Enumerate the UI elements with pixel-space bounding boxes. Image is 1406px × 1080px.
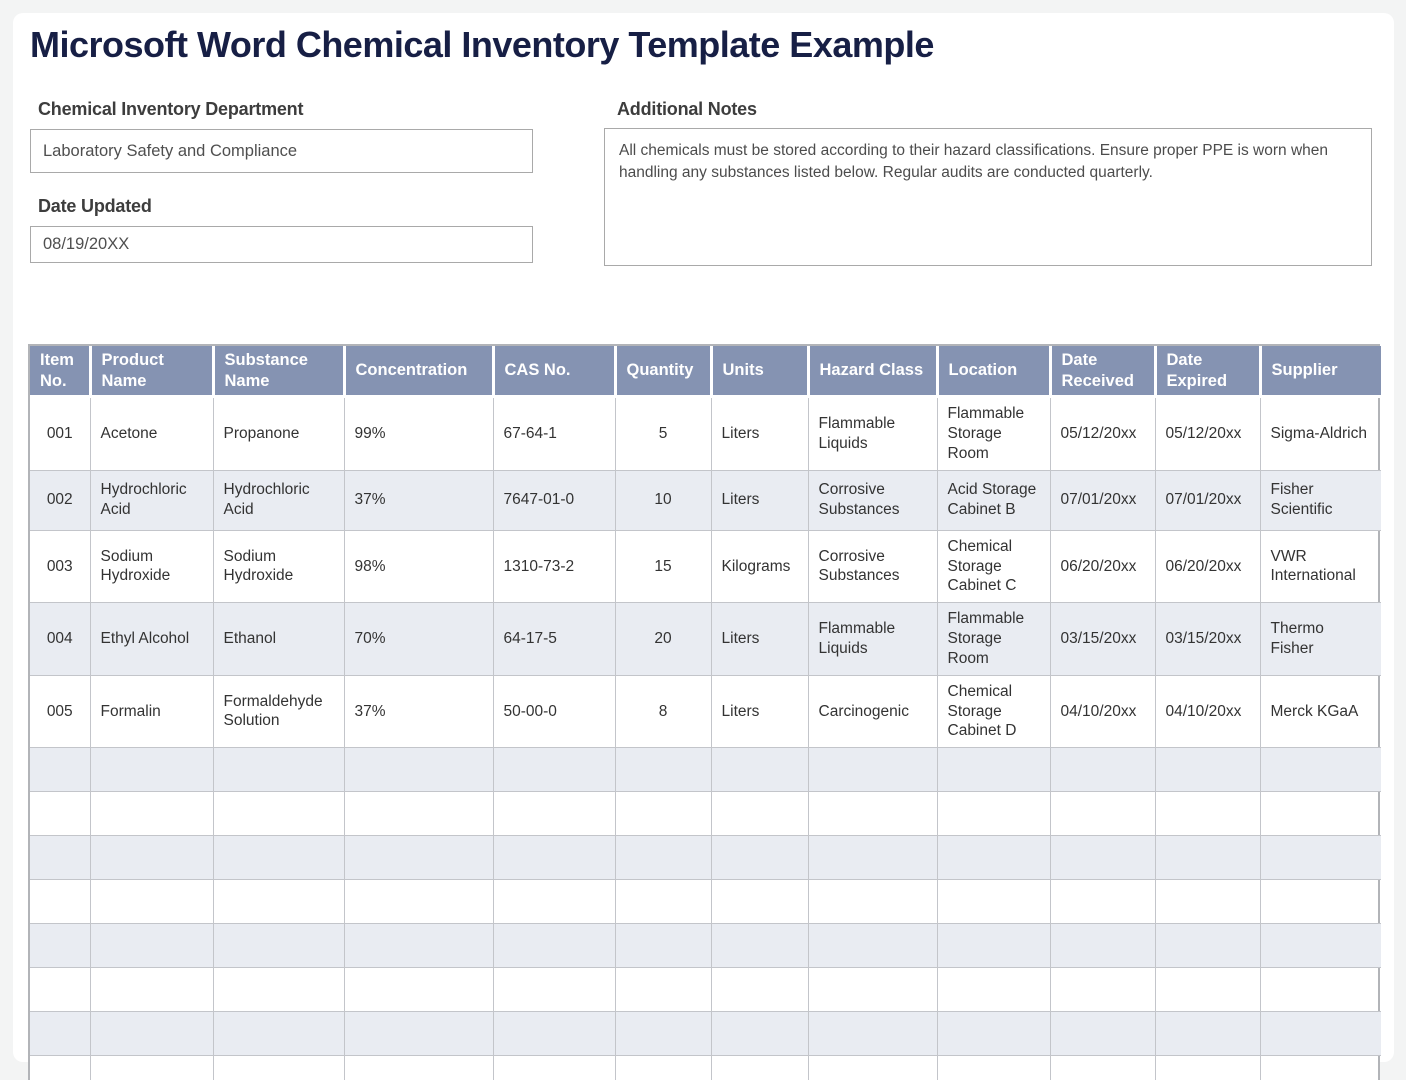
table-cell[interactable]: Corrosive Substances bbox=[808, 530, 937, 602]
inventory-table bbox=[30, 346, 1381, 1080]
table-cell[interactable]: 03/15/20xx bbox=[1155, 603, 1260, 675]
table-row bbox=[30, 397, 1381, 470]
table-cell[interactable] bbox=[808, 748, 937, 792]
table-cell[interactable]: 50-00-0 bbox=[493, 675, 615, 747]
department-input[interactable]: Laboratory Safety and Compliance bbox=[30, 129, 533, 173]
table-cell[interactable]: Thermo Fisher bbox=[1260, 603, 1381, 675]
table-cell[interactable] bbox=[1050, 968, 1155, 1012]
column-header-hazard-class: Hazard Class bbox=[808, 346, 937, 397]
table-cell[interactable] bbox=[90, 924, 213, 968]
table-cell[interactable]: 15 bbox=[615, 530, 711, 602]
column-header-product-name: Product Name bbox=[90, 346, 213, 397]
table-empty-row bbox=[30, 1056, 1381, 1080]
table-cell[interactable]: 06/20/20xx bbox=[1155, 530, 1260, 602]
table-cell[interactable] bbox=[213, 792, 344, 836]
table-cell[interactable] bbox=[711, 968, 808, 1012]
table-cell[interactable] bbox=[615, 748, 711, 792]
table-cell[interactable]: Formaldehyde Solution bbox=[213, 675, 344, 747]
table-cell[interactable] bbox=[1155, 968, 1260, 1012]
department-label: Chemical Inventory Department bbox=[38, 99, 304, 119]
table-cell[interactable]: 37% bbox=[344, 675, 493, 747]
table-row bbox=[30, 675, 1381, 747]
table-empty-row bbox=[30, 880, 1381, 924]
table-cell[interactable]: 03/15/20xx bbox=[1050, 603, 1155, 675]
table-cell[interactable]: Ethyl Alcohol bbox=[90, 603, 213, 675]
table-cell[interactable] bbox=[808, 968, 937, 1012]
column-header-item-no: Item No. bbox=[30, 346, 90, 397]
table-cell[interactable] bbox=[711, 836, 808, 880]
table-empty-row bbox=[30, 968, 1381, 1012]
table-cell[interactable] bbox=[90, 880, 213, 924]
table-cell[interactable] bbox=[213, 748, 344, 792]
table-cell[interactable]: VWR International bbox=[1260, 530, 1381, 602]
table-cell[interactable]: Liters bbox=[711, 397, 808, 470]
table-cell[interactable] bbox=[344, 1012, 493, 1056]
table-row bbox=[30, 603, 1381, 675]
table-cell[interactable] bbox=[1155, 1056, 1260, 1080]
table-empty-row bbox=[30, 792, 1381, 836]
table-cell[interactable]: 04/10/20xx bbox=[1050, 675, 1155, 747]
column-header-quantity: Quantity bbox=[615, 346, 711, 397]
table-cell[interactable] bbox=[808, 836, 937, 880]
table-cell[interactable] bbox=[90, 748, 213, 792]
inventory-table-frame bbox=[28, 344, 1380, 1080]
table-cell[interactable] bbox=[213, 1056, 344, 1080]
table-cell[interactable] bbox=[493, 836, 615, 880]
table-cell[interactable]: Acetone bbox=[90, 397, 213, 470]
table-empty-row bbox=[30, 836, 1381, 880]
date-updated-label: Date Updated bbox=[38, 196, 152, 216]
table-cell[interactable] bbox=[90, 968, 213, 1012]
table-cell[interactable] bbox=[1050, 792, 1155, 836]
table-cell[interactable]: Merck KGaA bbox=[1260, 675, 1381, 747]
table-cell[interactable] bbox=[808, 1056, 937, 1080]
table-cell[interactable] bbox=[30, 1012, 90, 1056]
table-cell[interactable]: Liters bbox=[711, 470, 808, 530]
table-header-row bbox=[30, 346, 1381, 397]
table-cell[interactable] bbox=[937, 1012, 1050, 1056]
table-cell[interactable] bbox=[1260, 792, 1381, 836]
table-cell[interactable] bbox=[344, 748, 493, 792]
table-cell[interactable] bbox=[1050, 1012, 1155, 1056]
table-cell[interactable]: 07/01/20xx bbox=[1155, 470, 1260, 530]
table-cell[interactable] bbox=[344, 792, 493, 836]
table-cell[interactable] bbox=[213, 836, 344, 880]
column-header-date-expired: Date Expired bbox=[1155, 346, 1260, 397]
table-cell[interactable] bbox=[30, 836, 90, 880]
table-cell[interactable] bbox=[937, 924, 1050, 968]
table-cell[interactable] bbox=[493, 1012, 615, 1056]
column-header-location: Location bbox=[937, 346, 1050, 397]
table-cell[interactable] bbox=[213, 880, 344, 924]
column-header-units: Units bbox=[711, 346, 808, 397]
table-cell[interactable] bbox=[1155, 836, 1260, 880]
table-cell[interactable]: Flammable Storage Room bbox=[937, 603, 1050, 675]
table-cell[interactable]: 10 bbox=[615, 470, 711, 530]
table-cell[interactable] bbox=[1155, 792, 1260, 836]
table-cell[interactable]: 1310-73-2 bbox=[493, 530, 615, 602]
table-cell[interactable] bbox=[808, 1012, 937, 1056]
table-cell[interactable] bbox=[1050, 748, 1155, 792]
table-cell[interactable]: Hydrochloric Acid bbox=[90, 470, 213, 530]
column-header-supplier: Supplier bbox=[1260, 346, 1381, 397]
table-cell[interactable] bbox=[808, 924, 937, 968]
table-cell[interactable] bbox=[615, 880, 711, 924]
table-cell[interactable]: 20 bbox=[615, 603, 711, 675]
table-cell[interactable]: Formalin bbox=[90, 675, 213, 747]
table-cell[interactable]: 04/10/20xx bbox=[1155, 675, 1260, 747]
table-cell[interactable]: Propanone bbox=[213, 397, 344, 470]
table-cell[interactable] bbox=[615, 836, 711, 880]
table-cell[interactable] bbox=[344, 968, 493, 1012]
table-cell[interactable]: Hydrochloric Acid bbox=[213, 470, 344, 530]
date-updated-input[interactable]: 08/19/20XX bbox=[30, 226, 533, 263]
table-cell[interactable] bbox=[30, 924, 90, 968]
table-cell[interactable]: Liters bbox=[711, 675, 808, 747]
table-cell[interactable]: Chemical Storage Cabinet D bbox=[937, 675, 1050, 747]
column-header-concentration: Concentration bbox=[344, 346, 493, 397]
table-cell[interactable] bbox=[937, 792, 1050, 836]
table-cell[interactable] bbox=[90, 792, 213, 836]
table-cell[interactable]: 001 bbox=[30, 397, 90, 470]
table-cell[interactable] bbox=[615, 1056, 711, 1080]
table-cell[interactable] bbox=[711, 748, 808, 792]
table-empty-row bbox=[30, 1012, 1381, 1056]
column-header-substance-name: Substance Name bbox=[213, 346, 344, 397]
table-cell[interactable]: Liters bbox=[711, 603, 808, 675]
table-cell[interactable]: Sodium Hydroxide bbox=[90, 530, 213, 602]
additional-notes-label: Additional Notes bbox=[617, 99, 757, 119]
table-cell[interactable] bbox=[1260, 880, 1381, 924]
table-cell[interactable] bbox=[493, 880, 615, 924]
table-cell[interactable] bbox=[344, 836, 493, 880]
column-header-date-received: Date Received bbox=[1050, 346, 1155, 397]
inventory-table-body bbox=[30, 397, 1381, 1080]
table-cell[interactable]: 005 bbox=[30, 675, 90, 747]
table-cell[interactable] bbox=[1260, 836, 1381, 880]
table-cell[interactable] bbox=[213, 924, 344, 968]
table-cell[interactable] bbox=[711, 792, 808, 836]
table-cell[interactable] bbox=[1260, 1056, 1381, 1080]
table-cell[interactable]: Corrosive Substances bbox=[808, 470, 937, 530]
table-cell[interactable] bbox=[30, 792, 90, 836]
table-cell[interactable] bbox=[937, 968, 1050, 1012]
table-cell[interactable] bbox=[344, 880, 493, 924]
table-cell[interactable] bbox=[493, 748, 615, 792]
table-row bbox=[30, 470, 1381, 530]
table-cell[interactable]: 5 bbox=[615, 397, 711, 470]
table-cell[interactable]: Kilograms bbox=[711, 530, 808, 602]
table-cell[interactable] bbox=[213, 1012, 344, 1056]
table-cell[interactable] bbox=[30, 748, 90, 792]
table-empty-row bbox=[30, 924, 1381, 968]
table-cell[interactable] bbox=[1260, 748, 1381, 792]
table-cell[interactable] bbox=[711, 1056, 808, 1080]
table-cell[interactable]: 67-64-1 bbox=[493, 397, 615, 470]
additional-notes-input[interactable]: All chemicals must be stored according to their hazard classifications. Ensure proper PPE is worn when handling any substances listed below. Regular audits are conducted quarterly. bbox=[604, 128, 1372, 266]
table-cell[interactable]: 7647-01-0 bbox=[493, 470, 615, 530]
table-cell[interactable]: 06/20/20xx bbox=[1050, 530, 1155, 602]
table-cell[interactable]: Flammable Liquids bbox=[808, 397, 937, 470]
table-cell[interactable]: 07/01/20xx bbox=[1050, 470, 1155, 530]
table-cell[interactable] bbox=[615, 1012, 711, 1056]
table-cell[interactable]: Flammable Storage Room bbox=[937, 397, 1050, 470]
table-cell[interactable]: Acid Storage Cabinet B bbox=[937, 470, 1050, 530]
table-cell[interactable] bbox=[937, 880, 1050, 924]
table-cell[interactable] bbox=[1260, 1012, 1381, 1056]
table-cell[interactable] bbox=[711, 924, 808, 968]
table-empty-row bbox=[30, 748, 1381, 792]
table-cell[interactable]: 003 bbox=[30, 530, 90, 602]
table-cell[interactable] bbox=[1260, 968, 1381, 1012]
table-cell[interactable] bbox=[30, 1056, 90, 1080]
table-cell[interactable]: Sigma-Aldrich bbox=[1260, 397, 1381, 470]
table-row bbox=[30, 530, 1381, 602]
table-cell[interactable]: 64-17-5 bbox=[493, 603, 615, 675]
table-cell[interactable] bbox=[344, 1056, 493, 1080]
page-title: Microsoft Word Chemical Inventory Template Example bbox=[30, 24, 934, 65]
table-cell[interactable]: 05/12/20xx bbox=[1050, 397, 1155, 470]
table-cell[interactable] bbox=[344, 924, 493, 968]
table-cell[interactable] bbox=[937, 836, 1050, 880]
table-cell[interactable] bbox=[90, 836, 213, 880]
table-cell[interactable] bbox=[1155, 1012, 1260, 1056]
table-cell[interactable] bbox=[493, 792, 615, 836]
table-cell[interactable]: Carcinogenic bbox=[808, 675, 937, 747]
table-cell[interactable] bbox=[711, 880, 808, 924]
table-cell[interactable]: 98% bbox=[344, 530, 493, 602]
table-cell[interactable] bbox=[1155, 748, 1260, 792]
table-cell[interactable] bbox=[1050, 836, 1155, 880]
table-cell[interactable]: 37% bbox=[344, 470, 493, 530]
table-cell[interactable] bbox=[711, 1012, 808, 1056]
table-cell[interactable]: Flammable Liquids bbox=[808, 603, 937, 675]
table-cell[interactable] bbox=[213, 968, 344, 1012]
table-cell[interactable]: 8 bbox=[615, 675, 711, 747]
table-cell[interactable]: 004 bbox=[30, 603, 90, 675]
table-cell[interactable] bbox=[1050, 1056, 1155, 1080]
table-cell[interactable]: 99% bbox=[344, 397, 493, 470]
table-cell[interactable] bbox=[30, 968, 90, 1012]
table-cell[interactable] bbox=[615, 968, 711, 1012]
table-cell[interactable] bbox=[90, 1012, 213, 1056]
table-cell[interactable]: Sodium Hydroxide bbox=[213, 530, 344, 602]
table-cell[interactable]: Chemical Storage Cabinet C bbox=[937, 530, 1050, 602]
table-cell[interactable] bbox=[1155, 880, 1260, 924]
table-cell[interactable] bbox=[808, 880, 937, 924]
table-cell[interactable] bbox=[493, 968, 615, 1012]
table-cell[interactable] bbox=[615, 924, 711, 968]
table-cell[interactable] bbox=[808, 792, 937, 836]
table-cell[interactable]: Fisher Scientific bbox=[1260, 470, 1381, 530]
table-cell[interactable]: 05/12/20xx bbox=[1155, 397, 1260, 470]
table-cell[interactable] bbox=[1155, 924, 1260, 968]
table-cell[interactable]: 002 bbox=[30, 470, 90, 530]
table-cell[interactable] bbox=[493, 924, 615, 968]
table-cell[interactable] bbox=[90, 1056, 213, 1080]
table-cell[interactable] bbox=[1050, 924, 1155, 968]
table-cell[interactable] bbox=[937, 1056, 1050, 1080]
table-cell[interactable] bbox=[30, 880, 90, 924]
table-cell[interactable] bbox=[1050, 880, 1155, 924]
table-cell[interactable] bbox=[1260, 924, 1381, 968]
table-cell[interactable] bbox=[937, 748, 1050, 792]
column-header-cas-no: CAS No. bbox=[493, 346, 615, 397]
table-cell[interactable] bbox=[493, 1056, 615, 1080]
table-cell[interactable]: Ethanol bbox=[213, 603, 344, 675]
table-cell[interactable]: 70% bbox=[344, 603, 493, 675]
table-cell[interactable] bbox=[615, 792, 711, 836]
